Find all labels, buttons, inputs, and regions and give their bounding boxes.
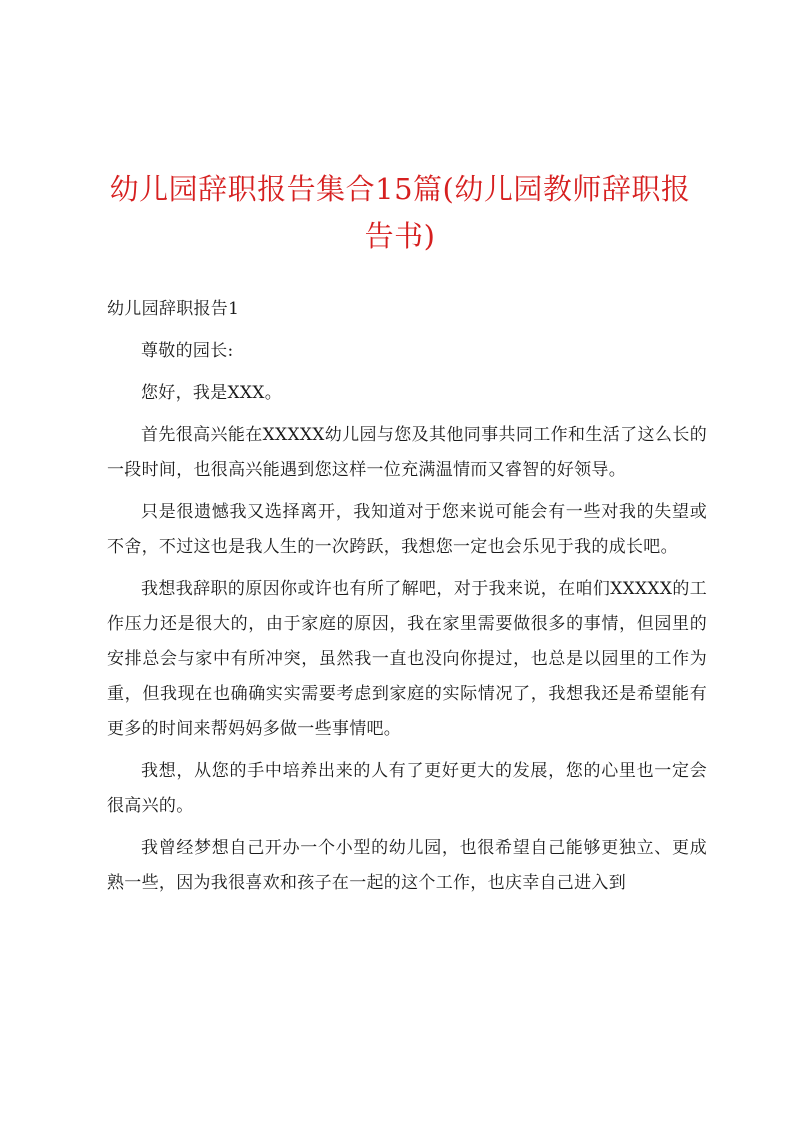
paragraph: 只是很遗憾我又选择离开，我知道对于您来说可能会有一些对我的失望或不舍，不过这也是我人生的一次跨跃，我想您一定也会乐见于我的成长吧。 [107, 502, 707, 557]
paragraph: 首先很高兴能在XXXXX幼儿园与您及其他同事共同工作和生活了这么长的一段时间，也很高兴能遇到您这样一位充满温情而又睿智的好领导。 [107, 425, 707, 480]
paragraph: 我曾经梦想自己开办一个小型的幼儿园，也很希望自己能够更独立、更成熟一些，因为我很喜欢和孩子在一起的这个工作，也庆幸自己进入到 [107, 838, 707, 893]
document-title: 幼儿园辞职报告集合15篇(幼儿园教师辞职报告书) [109, 172, 691, 253]
paragraph: 我想我辞职的原因你或许也有所了解吧，对于我来说，在咱们XXXXX的工作压力还是很大的，由于家庭的原因，我在家里需要做很多的事情，但园里的安排总会与家中有所冲突，虽然我一直也没向你提过，也总是以园里的工作为重，但我现在也确确实实需要考虑到家庭的实际情况了，我想我还是希望能有更多的时间来帮妈妈多做一些事情吧。 [107, 579, 707, 739]
section-heading: 幼儿园辞职报告1 [107, 299, 240, 319]
salutation: 尊敬的园长: [141, 341, 234, 361]
document-body [107, 292, 707, 908]
paragraph: 我想，从您的手中培养出来的人有了更好更大的发展，您的心里也一定会很高兴的。 [107, 761, 707, 816]
greeting: 您好，我是XXX。 [141, 383, 283, 403]
